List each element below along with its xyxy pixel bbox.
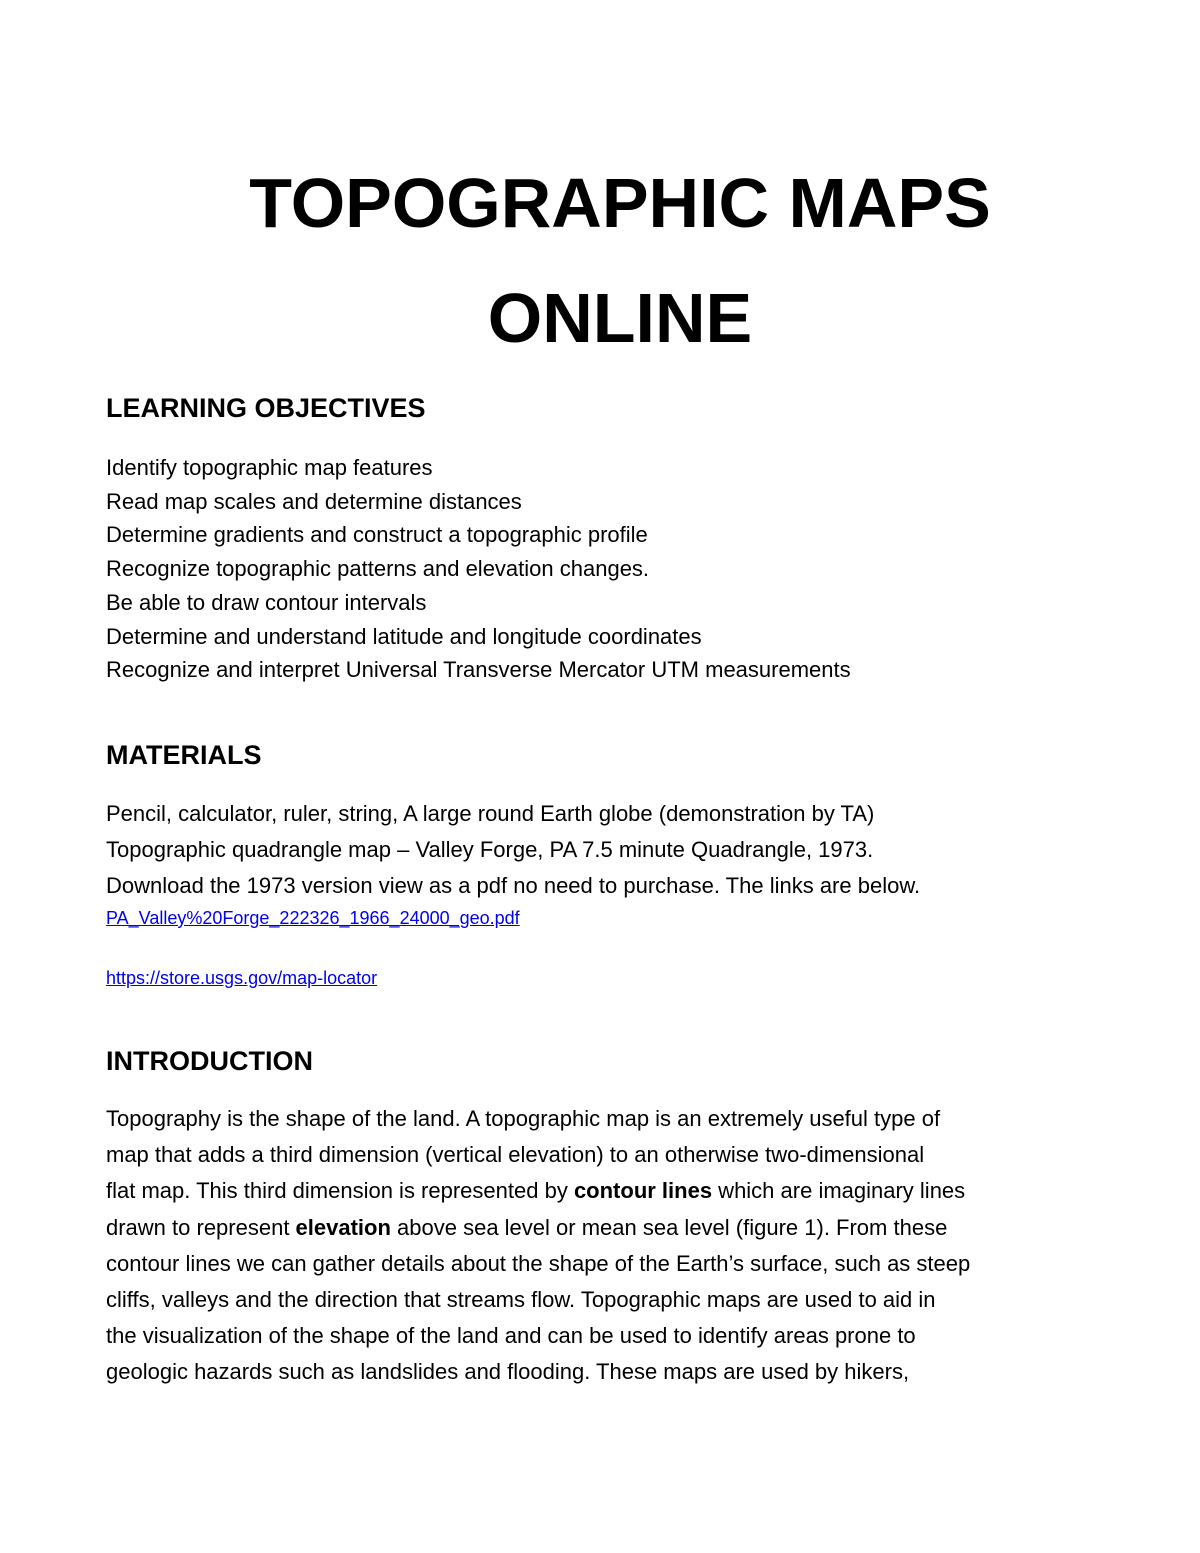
contour-lines-term: contour lines [573, 1178, 713, 1204]
objective-item: Recognize and interpret Universal Transverse Mercator UTM measurements [106, 657, 851, 683]
intro-text: flat map. This third dimension is represented by [106, 1178, 574, 1204]
objective-item: Recognize topographic patterns and elevation changes. [106, 556, 650, 582]
materials-heading: MATERIALS [106, 740, 262, 770]
materials-line: Download the 1973 version view as a pdf no need to purchase. The links are below. [106, 873, 921, 898]
objective-item: Identify topographic map features [106, 455, 433, 480]
intro-line [106, 1210, 1096, 1246]
intro-text: drawn to represent [106, 1214, 296, 1240]
materials-paragraph [106, 796, 920, 904]
intro-line [106, 1173, 1096, 1209]
materials-line: Pencil, calculator, ruler, string, A large round Earth globe (demonstration by TA) [106, 801, 875, 826]
learning-objectives-heading: LEARNING OBJECTIVES [106, 393, 426, 423]
intro-line: the visualization of the shape of the land and can be used to identify areas prone to [106, 1323, 916, 1349]
materials-line: Topographic quadrangle map – Valley Forge, PA 7.5 minute Quadrangle, 1973. [106, 837, 874, 862]
usgs-map-locator-link[interactable]: https://store.usgs.gov/map-locator [106, 968, 378, 988]
objective-item: Be able to draw contour intervals [106, 589, 427, 615]
intro-line: geologic hazards such as landslides and flooding. These maps are used by hikers, [106, 1359, 910, 1385]
page-title-line-1: TOPOGRAPHIC MAPS [249, 164, 991, 242]
valley-forge-pdf-link[interactable]: PA_Valley%20Forge_222326_1966_24000_geo.pdf [106, 908, 520, 928]
intro-text: which are imaginary lines [712, 1178, 966, 1204]
intro-line: cliffs, valleys and the direction that streams flow. Topographic maps are used to aid in [106, 1287, 936, 1313]
introduction-paragraph [106, 1101, 1096, 1391]
objective-item: Determine gradients and construct a topographic profile [106, 522, 648, 548]
learning-objectives-list [106, 451, 851, 687]
intro-line: contour lines we can gather details about the shape of the Earth’s surface, such as steep [106, 1250, 971, 1276]
page-title-line-2: ONLINE [487, 279, 753, 357]
intro-line: map that adds a third dimension (vertical elevation) to an otherwise two-dimensional [106, 1142, 925, 1168]
objective-item: Determine and understand latitude and longitude coordinates [106, 623, 702, 649]
intro-text: above sea level or mean sea level (figure 1). From these [390, 1214, 948, 1240]
intro-line: Topography is the shape of the land. A topographic map is an extremely useful type of [106, 1106, 941, 1131]
introduction-heading: INTRODUCTION [106, 1046, 313, 1076]
elevation-term: elevation [295, 1214, 391, 1240]
objective-item: Read map scales and determine distances [106, 488, 522, 514]
